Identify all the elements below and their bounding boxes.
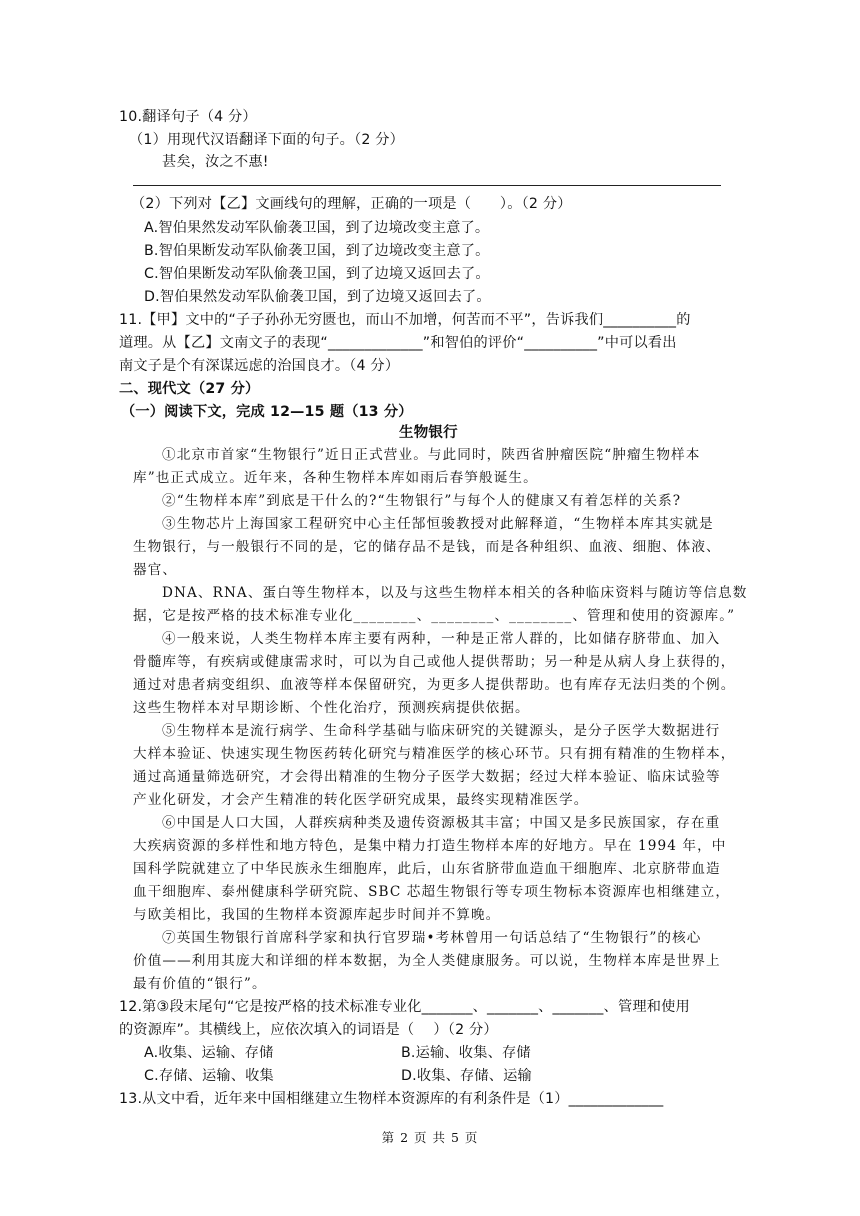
text-line: ①北京市首家“生物银行”近日正式营业。与此同时，陕西省肿瘤医院“肿瘤生物样本: [162, 447, 701, 463]
text-line: 据，它是按严格的技术标准专业化________、________、________、管理和使用的资源库。”: [133, 608, 736, 624]
text-line: 二、现代文（27 分）: [119, 381, 260, 397]
text-line: 甚矣，汝之不惠!: [162, 154, 269, 170]
text-line: A.收集、运输、存储: [144, 1045, 274, 1061]
text-line: 大样本验证、快速实现生物医药转化研究与精准医学的核心环节。只有拥有精准的生物样本，: [133, 746, 736, 762]
text-line: 国科学院就建立了中华民族永生细胞库，此后，山东省脐带血造血干细胞库、北京脐带血造: [133, 861, 721, 877]
article-title: 生物银行: [399, 425, 458, 441]
text-line: 生物银行，与一般银行不同的是，它的储存品不是钱，而是各种组织、血液、细胞、体液、: [133, 539, 721, 555]
text-line: 11.【甲】文中的“子子孙孙无穷匮也，而山不加增，何苦而不平”，告诉我们__________的: [119, 312, 691, 328]
text-line: 12.第③段末尾句“它是按严格的技术标准专业化_______、_______、_______、管理和使用: [119, 999, 690, 1015]
text-line: DNA、RNA、蛋白等生物样本，以及与这些生物样本相关的各种临床资料与随访等信息数: [162, 585, 748, 601]
text-line: 器官、: [133, 562, 178, 578]
text-line: D.智伯果然发动军队偷袭卫国，到了边境又返回去了。: [144, 289, 491, 305]
text-line: ②“生物样本库”到底是干什么的?“生物银行”与每个人的健康又有着怎样的关系?: [162, 493, 682, 509]
text-line: 产业化研发，才会产生精准的转化医学研究成果，最终实现精准医学。: [133, 792, 589, 808]
text-line: 大疾病资源的多样性和地方特色，是集中精力打造生物样本库的好地方。早在 1994 年，中: [133, 838, 727, 854]
text-line: 血干细胞库、泰州健康科学研究院、SBC 芯超生物银行等专项生物标本资源库也相继建立，: [133, 884, 731, 900]
text-line: （一）阅读下文，完成 12—15 题（13 分）: [121, 404, 413, 420]
text-line: 价值——利用其庞大和详细的样本数据，为全人类健康服务。可以说，生物样本库是世界上: [133, 953, 721, 969]
text-line: 骨髓库等，有疾病或健康需求时，可以为自己或他人提供帮助；另一种是从病人身上获得的，: [133, 654, 736, 670]
page-footer: 第 2 页 共 5 页: [381, 1130, 479, 1145]
text-line: 最有价值的“银行”。: [133, 976, 267, 992]
text-line: 10.翻译句子（4 分）: [119, 109, 257, 125]
text-line: 库”也正式成立。近年来，各种生物样本库如雨后春笋般诞生。: [133, 470, 538, 486]
text-line: ③生物芯片上海国家工程研究中心主任郜恒骏教授对此解释道，“生物样本库其实就是: [162, 516, 714, 532]
text-line: （2）下列对【乙】文画线句的理解，正确的一项是（ ）。（2 分）: [131, 196, 572, 212]
text-line: 与欧美相比，我国的生物样本资源库起步时间并不算晚。: [133, 907, 501, 923]
text-line: 的资源库”。其横线上，应依次填入的词语是（ ）（2 分）: [119, 1022, 498, 1038]
text-line: 道理。从【乙】文南文子的表现“_____________”和智伯的评价“__________”中可以看出: [119, 335, 677, 351]
text-line: 通过高通量筛选研究，才会得出精准的生物分子医学大数据；经过大样本验证、临床试验等: [133, 769, 721, 785]
text-line: 13.从文中看，近年来中国相继建立生物样本资源库的有利条件是（1）_____________: [119, 1091, 664, 1107]
text-line: 这些生物样本对早期诊断、个性化治疗，预测疾病提供依据。: [133, 700, 530, 716]
text-line: B.运输、收集、存储: [401, 1045, 531, 1061]
text-line: B.智伯果断发动军队偷袭卫国，到了边境改变主意了。: [144, 243, 490, 259]
text-line: 通过对患者病变组织、血液等样本保留研究，为更多人提供帮助。也有库存无法归类的个例。: [133, 677, 736, 693]
text-line: （1）用现代汉语翻译下面的句子。（2 分）: [129, 132, 405, 148]
text-line: ⑤生物样本是流行病学、生命科学基础与临床研究的关键源头，是分子医学大数据进行: [162, 723, 721, 739]
answer-blank-line: [133, 185, 721, 186]
text-line: ④一般来说，人类生物样本库主要有两种，一种是正常人群的，比如储存脐带血、加入: [162, 631, 721, 647]
text-line: A.智伯果然发动军队偷袭卫国，到了边境改变主意了。: [144, 220, 490, 236]
text-line: ⑥中国是人口大国，人群疾病种类及遗传资源极其丰富；中国又是多民族国家，存在重: [162, 815, 721, 831]
text-line: ⑦英国生物银行首席科学家和执行官罗瑞•考林曾用一句话总结了“生物银行”的核心: [162, 930, 702, 946]
text-line: C.存储、运输、收集: [144, 1068, 274, 1084]
text-line: D.收集、存储、运输: [401, 1068, 532, 1084]
text-line: C.智伯果断发动军队偷袭卫国，到了边境又返回去了。: [144, 266, 490, 282]
text-line: 南文子是个有深谋远虑的治国良才。（4 分）: [119, 358, 400, 374]
